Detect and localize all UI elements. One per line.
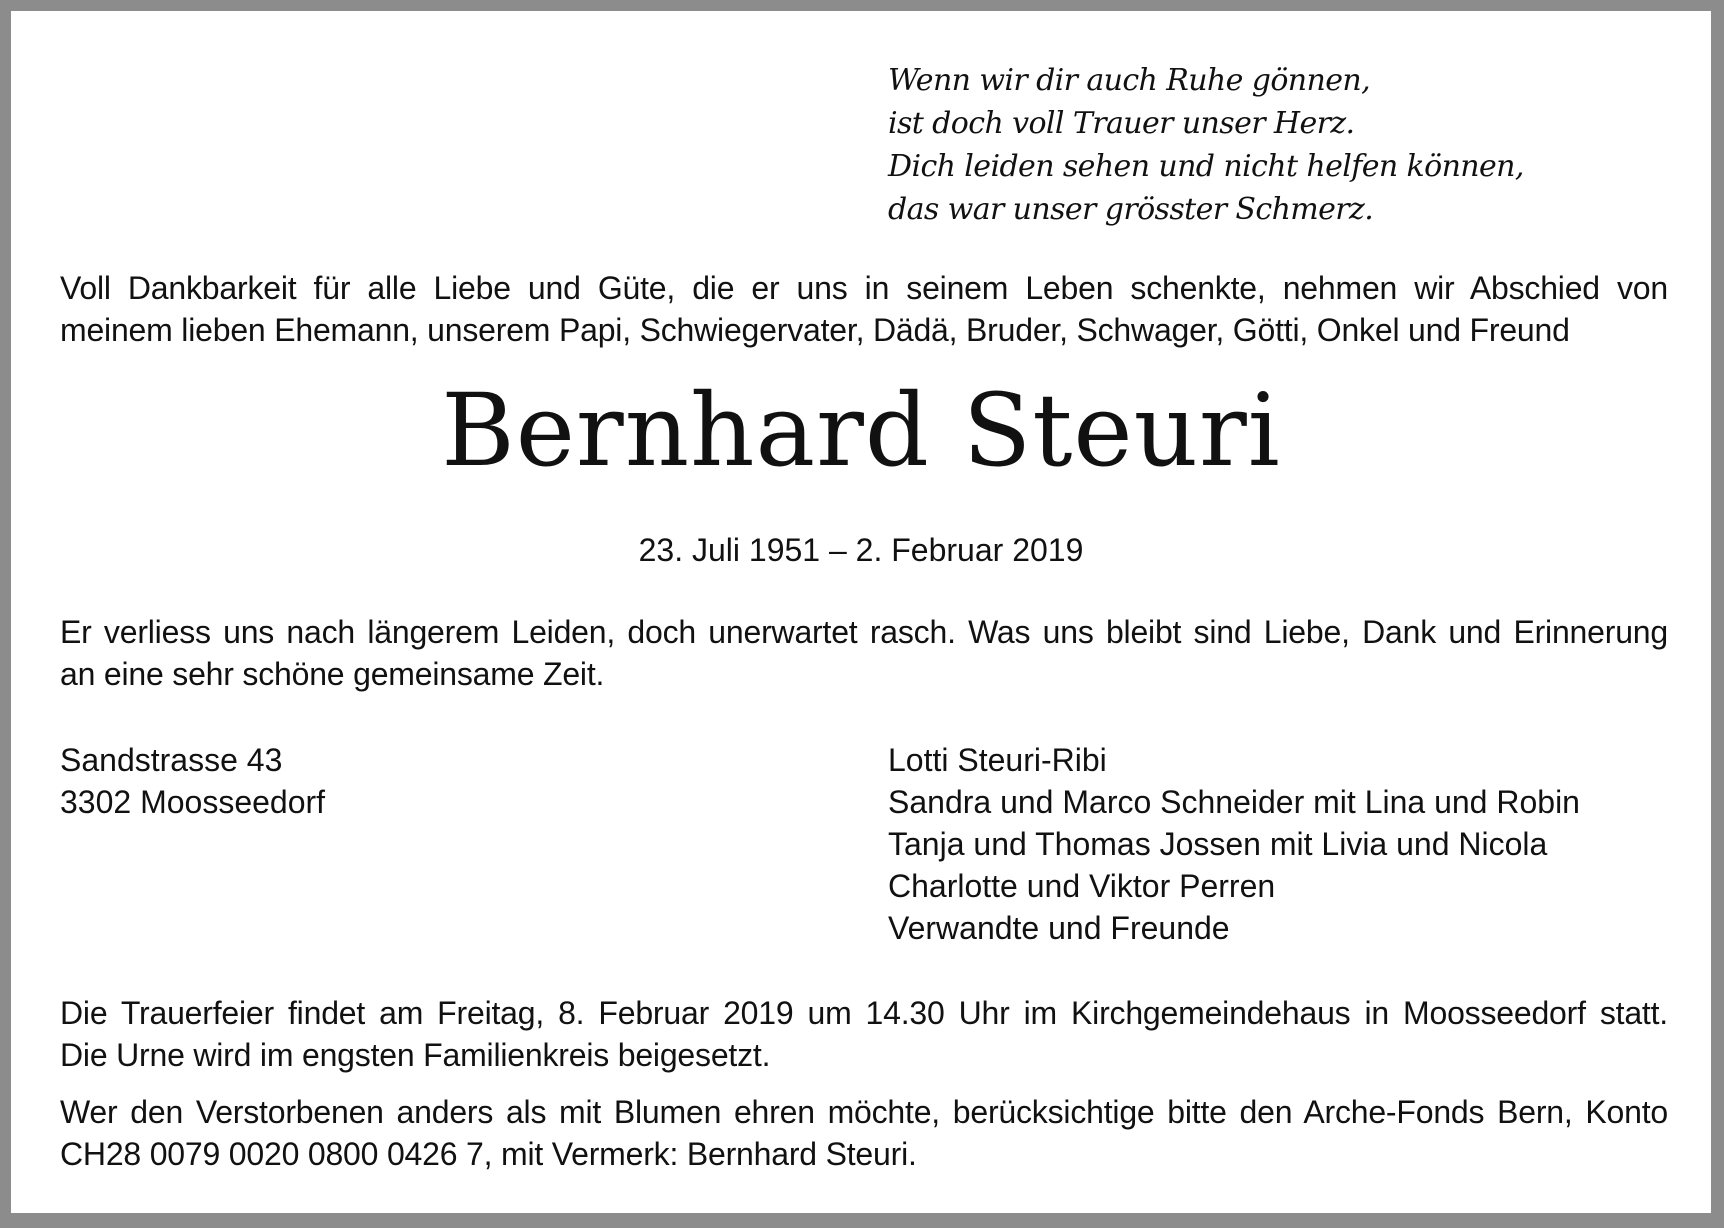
address-street: Sandstrasse 43 — [60, 742, 283, 778]
mourners-list — [888, 739, 1580, 949]
family-address — [60, 739, 325, 823]
life-dates: 23. Juli 1951 – 2. Februar 2019 — [638, 532, 1084, 568]
donation-paragraph — [60, 1091, 1668, 1175]
passing-line: Er verliess uns nach längerem Leiden, doch unerwartet rasch. Was uns bleibt sind Liebe, Dank und Erinnerung — [60, 614, 1668, 650]
mourner-entry: Verwandte und Freunde — [888, 910, 1230, 946]
donation-line: CH28 0079 0020 0800 0426 7, mit Vermerk: Bernhard Steuri. — [60, 1136, 917, 1172]
ceremony-line: Die Trauerfeier findet am Freitag, 8. Februar 2019 um 14.30 Uhr im Kirchgemeindehaus in Moosseedorf statt. — [60, 995, 1668, 1031]
ceremony-line: Die Urne wird im engsten Familienkreis beigesetzt. — [60, 1037, 771, 1073]
obituary-notice — [11, 11, 1711, 1213]
poem-verse — [888, 59, 1524, 231]
poem-line: Wenn wir dir auch Ruhe gönnen, — [888, 63, 1371, 98]
mourner-entry: Charlotte und Viktor Perren — [888, 868, 1276, 904]
donation-line: Wer den Verstorbenen anders als mit Blumen ehren möchte, berücksichtige bitte den Arche-Fonds Bern, Konto — [60, 1094, 1668, 1130]
poem-line: das war unser grösster Schmerz. — [888, 192, 1374, 227]
address-city: 3302 Moosseedorf — [60, 784, 326, 820]
passing-paragraph — [60, 611, 1668, 695]
intro-line: meinem lieben Ehemann, unserem Papi, Schwiegervater, Dädä, Bruder, Schwager, Götti, Onkel und Freund — [60, 312, 1570, 348]
intro-paragraph — [60, 267, 1668, 351]
ceremony-paragraph — [60, 992, 1668, 1076]
deceased-name: Bernhard Steuri — [441, 372, 1281, 489]
mourner-entry: Lotti Steuri-Ribi — [888, 742, 1107, 778]
poem-line: ist doch voll Trauer unser Herz. — [888, 106, 1355, 141]
mourner-entry: Sandra und Marco Schneider mit Lina und Robin — [888, 784, 1580, 820]
passing-line: an eine sehr schöne gemeinsame Zeit. — [60, 656, 605, 692]
poem-line: Dich leiden sehen und nicht helfen können, — [888, 149, 1524, 184]
mourner-entry: Tanja und Thomas Jossen mit Livia und Nicola — [888, 826, 1548, 862]
intro-line: Voll Dankbarkeit für alle Liebe und Güte, die er uns in seinem Leben schenkte, nehmen wir Abschied von — [60, 270, 1668, 306]
